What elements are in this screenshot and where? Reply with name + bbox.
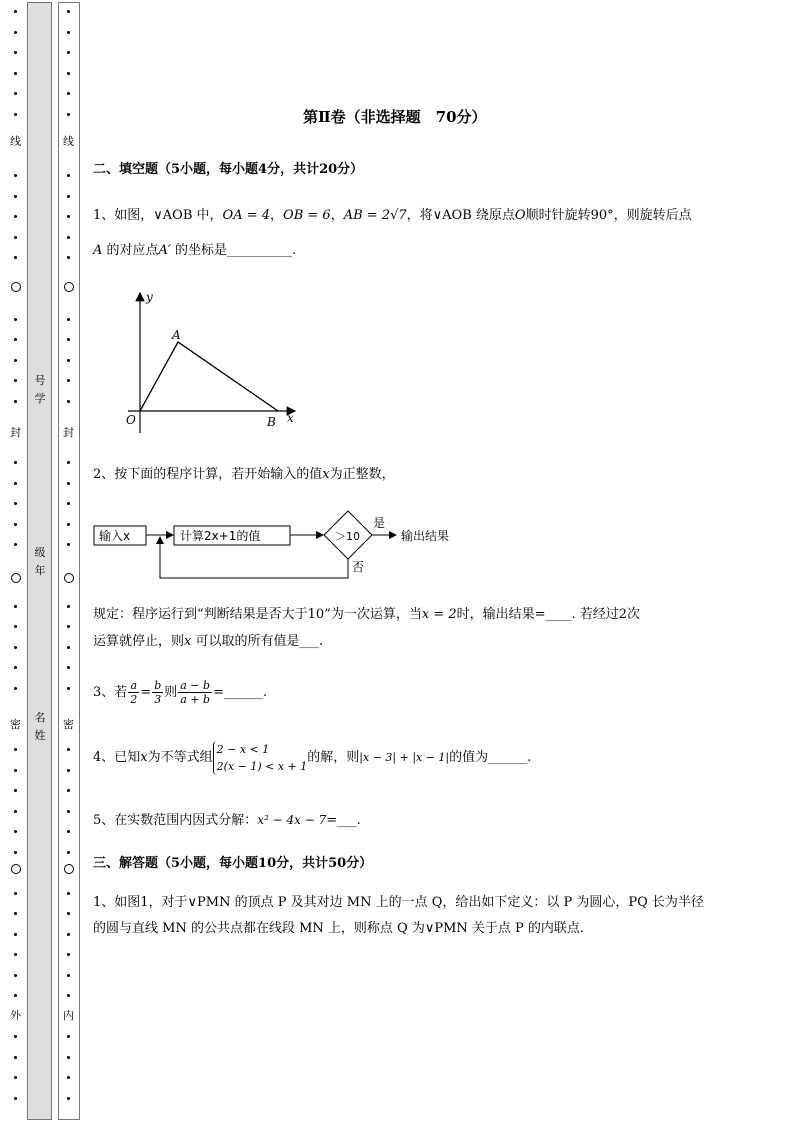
- binding-dot: [67, 523, 70, 526]
- binding-dot: [67, 666, 70, 669]
- question-4: 4、已知x为不等式组 2 − x < 1 2(x − 1) < x + 1 的解，则|x − 3| + |x − 1|的值为______.: [93, 742, 532, 773]
- binding-dot: [67, 810, 70, 813]
- binding-dot: [14, 1097, 17, 1100]
- field-grade: 级年: [34, 546, 46, 577]
- inequality-system: 2 − x < 1 2(x − 1) < x + 1: [213, 741, 308, 775]
- binding-dot: [14, 338, 17, 341]
- binding-dot: [14, 10, 17, 13]
- binding-dot: [14, 1076, 17, 1079]
- binding-dot: [67, 318, 70, 321]
- binding-dot: [67, 72, 70, 75]
- binding-dot: [67, 461, 70, 464]
- binding-dot: [67, 51, 70, 54]
- answer-blank[interactable]: ___: [299, 634, 319, 649]
- question-3: 3、若 $\frac{a}{2}$ = $\frac{b}{3}$ 则 $\frac{a - b}{a + b}$ =______.: [93, 679, 268, 706]
- fraction-a-over-2: $\frac{a}{2}$: [130, 679, 138, 706]
- yes-label: 是: [373, 516, 386, 530]
- binding-dot: [67, 687, 70, 690]
- margin-mark-nei-right: 内: [63, 1009, 74, 1022]
- binding-dot: [67, 994, 70, 997]
- binding-dot: [14, 851, 17, 854]
- binding-dot: [67, 10, 70, 13]
- binding-dot: [67, 974, 70, 977]
- output-label: 输出结果: [401, 529, 450, 543]
- margin-circle: [64, 864, 74, 874]
- binding-dot: [67, 482, 70, 485]
- decision-label: ＞10: [335, 530, 360, 543]
- binding-dot: [14, 256, 17, 259]
- binding-dot: [67, 1056, 70, 1059]
- field-name: 名姓: [34, 711, 46, 742]
- margin-mark-mi-left: 密: [10, 718, 21, 731]
- field-student-id: 号学: [34, 374, 46, 405]
- no-label: 否: [352, 560, 365, 574]
- question-2-rule-line-1: 规定：程序运行到“判断结果是否大于10”为一次运算，当x = 2时，输出结果=____. 若经过2次: [93, 607, 641, 622]
- question-2-rule-line-2: 运算就停止，则x 可以取的所有值是___.: [93, 634, 324, 649]
- question-1-line-2: A 的对应点A′ 的坐标是__________.: [93, 243, 297, 258]
- binding-dot: [14, 933, 17, 936]
- binding-dot: [14, 789, 17, 792]
- binding-dot: [14, 953, 17, 956]
- binding-dot: [67, 31, 70, 34]
- binding-dot: [14, 482, 17, 485]
- binding-dot: [67, 892, 70, 895]
- binding-dot: [14, 236, 17, 239]
- binding-dot: [14, 748, 17, 751]
- binding-dot: [14, 810, 17, 813]
- binding-dot: [67, 1035, 70, 1038]
- binding-dot: [14, 769, 17, 772]
- binding-dot: [67, 646, 70, 649]
- binding-dot: [67, 256, 70, 259]
- binding-dot: [67, 953, 70, 956]
- input-box-label: 输入x: [99, 529, 131, 543]
- binding-dot: [14, 994, 17, 997]
- binding-dot: [14, 666, 17, 669]
- margin-mark-wai-left: 外: [10, 1009, 21, 1022]
- question-1-line-1: 1、如图，∨AOB 中，OA = 4，OB = 6，AB = 2√7，将∨AOB 绕原点O顺时针旋转90°，则旋转后点: [93, 208, 692, 223]
- binding-dot: [14, 1035, 17, 1038]
- triangle-figure: [110, 285, 310, 435]
- binding-dot: [14, 646, 17, 649]
- binding-dot: [14, 974, 17, 977]
- binding-dot: [67, 359, 70, 362]
- binding-dot: [14, 51, 17, 54]
- margin-mark-xian-right: 线: [63, 135, 74, 148]
- point-b-label: B: [267, 415, 276, 429]
- triangle-aob: [140, 342, 278, 411]
- binding-dot: [67, 769, 70, 772]
- margin-circle: [11, 573, 21, 583]
- section-fill-in-heading: 二、填空题（5小题，每小题4分，共计20分）: [93, 162, 364, 177]
- binding-dot: [67, 215, 70, 218]
- binding-dot: [14, 625, 17, 628]
- binding-dot: [67, 92, 70, 95]
- margin-circle: [11, 864, 21, 874]
- binding-dot: [14, 543, 17, 546]
- binding-dot: [67, 195, 70, 198]
- binding-dot: [67, 625, 70, 628]
- binding-dot: [14, 1056, 17, 1059]
- binding-dot: [14, 92, 17, 95]
- binding-dot: [67, 400, 70, 403]
- margin-mark-feng-left: 封: [10, 426, 21, 439]
- answer-blank[interactable]: ____: [545, 607, 572, 622]
- margin-circle: [11, 282, 21, 292]
- question-2-line-1: 2、按下面的程序计算，若开始输入的值x为正整数，: [93, 467, 395, 482]
- margin-mark-mi-right: 密: [63, 718, 74, 731]
- binding-dot: [14, 400, 17, 403]
- point-o-label: O: [126, 413, 136, 427]
- binding-dot: [14, 461, 17, 464]
- answer-blank[interactable]: ___: [337, 813, 357, 828]
- compute-box-label: 计算2x+1的值: [180, 529, 261, 543]
- point-a-label: A: [172, 328, 181, 342]
- answer-blank[interactable]: __________: [227, 243, 293, 258]
- binding-dot: [14, 72, 17, 75]
- binding-dot: [14, 502, 17, 505]
- fraction-expression: $\frac{a - b}{a + b}$: [180, 679, 211, 706]
- binding-dot: [67, 748, 70, 751]
- y-axis-label: y: [146, 290, 153, 304]
- binding-dot: [67, 379, 70, 382]
- margin-circle: [64, 282, 74, 292]
- loop-back-arrow: [160, 537, 348, 578]
- binding-dot: [14, 318, 17, 321]
- binding-dot: [67, 605, 70, 608]
- binding-dot: [14, 215, 17, 218]
- margin-mark-feng-right: 封: [63, 426, 74, 439]
- binding-dot: [67, 933, 70, 936]
- binding-dot: [14, 605, 17, 608]
- binding-dot: [67, 830, 70, 833]
- binding-dot: [14, 379, 17, 382]
- binding-dot: [14, 687, 17, 690]
- binding-dot: [14, 113, 17, 116]
- binding-dot: [67, 1097, 70, 1100]
- binding-dot: [67, 338, 70, 341]
- binding-dot: [67, 1076, 70, 1079]
- binding-dot: [14, 31, 17, 34]
- question-5: 5、在实数范围内因式分解：x² − 4x − 7=___.: [93, 813, 361, 828]
- binding-dot: [67, 113, 70, 116]
- binding-dot: [67, 543, 70, 546]
- binding-dot: [67, 502, 70, 505]
- x-axis-label: x: [287, 411, 294, 425]
- binding-dot: [14, 830, 17, 833]
- binding-dot: [67, 789, 70, 792]
- binding-dot: [14, 912, 17, 915]
- binding-dot: [67, 851, 70, 854]
- binding-dot: [14, 174, 17, 177]
- binding-dot: [14, 892, 17, 895]
- binding-dot: [14, 359, 17, 362]
- fraction-b-over-3: $\frac{b}{3}$: [154, 679, 162, 706]
- question-6-line-2: 的圆与直线 MN 的公共点都在线段 MN 上，则称点 Q 为∨PMN 关于点 P 的内联点．: [93, 921, 593, 936]
- part-title: 第Ⅱ卷（非选择题 70分）: [303, 108, 487, 126]
- margin-circle: [64, 573, 74, 583]
- program-flowchart: [90, 505, 490, 585]
- answer-blank[interactable]: ______: [223, 685, 263, 700]
- margin-mark-xian-left: 线: [10, 135, 21, 148]
- question-6-line-1: 1、如图1，对于∨PMN 的顶点 P 及其对边 MN 上的一点 Q，给出如下定义：以 P 为圆心，PQ 长为半径: [93, 895, 704, 910]
- answer-blank[interactable]: ______: [488, 750, 528, 765]
- binding-dot: [14, 195, 17, 198]
- section-solve-heading: 三、解答题（5小题，每小题10分，共计50分）: [93, 856, 373, 871]
- binding-dot: [67, 912, 70, 915]
- binding-dot: [67, 236, 70, 239]
- binding-dot: [14, 523, 17, 526]
- binding-dot: [67, 174, 70, 177]
